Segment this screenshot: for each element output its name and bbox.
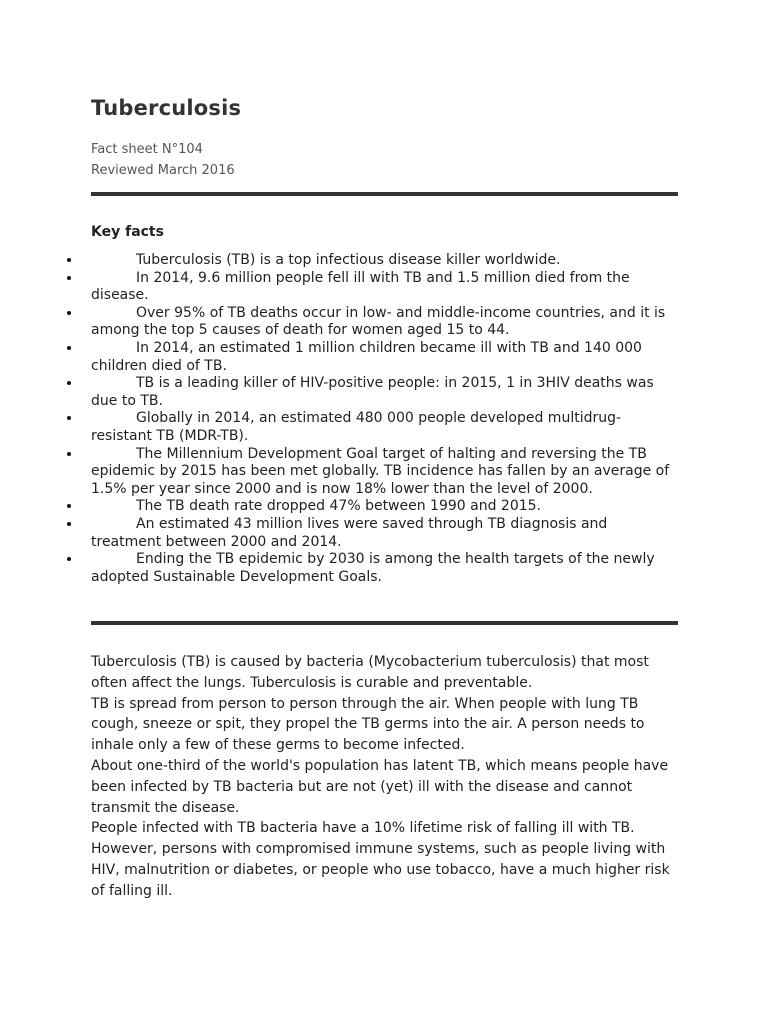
bullet-icon	[67, 522, 71, 526]
key-fact-item	[91, 410, 678, 445]
body-paragraph: People infected with TB bacteria have a 10% lifetime risk of falling ill with TB. However, persons with compromised immune systems, such as people living with HIV, malnutrition or diabetes, or people who use tobacco, have a much higher risk of falling ill.	[91, 820, 670, 899]
key-fact-text: In 2014, an estimated 1 million children became ill with TB and 140 000 children died of TB.	[91, 339, 642, 374]
divider-bottom	[91, 621, 678, 625]
page-title: Tuberculosis	[91, 96, 242, 120]
divider-top	[91, 192, 678, 196]
key-fact-text: The TB death rate dropped 47% between 1990 and 2015.	[136, 498, 542, 515]
reviewed-date: Reviewed March 2016	[91, 163, 235, 178]
key-fact-text: Globally in 2014, an estimated 480 000 people developed multidrug-resistant TB (MDR-TB).	[91, 410, 622, 444]
bullet-icon	[67, 276, 71, 280]
key-fact-item	[91, 498, 678, 516]
bullet-icon	[67, 557, 71, 561]
body-paragraph: TB is spread from person to person through the air. When people with lung TB cough, sneeze or spit, they propel the TB germs into the air. A person needs to inhale only a few of these germs to become infected.	[91, 695, 645, 754]
key-fact-item	[91, 340, 678, 375]
key-fact-item	[91, 446, 678, 499]
bullet-icon	[67, 311, 71, 315]
bullet-icon	[67, 416, 71, 420]
bullet-icon	[67, 258, 71, 262]
key-facts-list	[91, 252, 678, 586]
key-fact-text: In 2014, 9.6 million people fell ill with TB and 1.5 million died from the disease.	[91, 269, 630, 304]
key-fact-text: Over 95% of TB deaths occur in low- and middle-income countries, and it is among the top 5 causes of death for women aged 15 to 44.	[91, 304, 666, 339]
key-facts-heading: Key facts	[91, 224, 164, 240]
fact-sheet-number: Fact sheet N°104	[91, 142, 203, 157]
key-fact-item	[91, 270, 678, 305]
bullet-icon	[67, 381, 71, 385]
key-fact-item	[91, 516, 678, 551]
key-fact-text: TB is a leading killer of HIV-positive people: in 2015, 1 in 3HIV deaths was due to TB.	[91, 375, 654, 409]
key-fact-item	[91, 252, 678, 270]
body-paragraph: Tuberculosis (TB) is caused by bacteria (Mycobacterium tuberculosis) that most often affect the lungs. Tuberculosis is curable and preventable.	[91, 654, 649, 691]
key-fact-text: An estimated 43 million lives were saved through TB diagnosis and treatment between 2000 and 2014.	[91, 515, 608, 550]
key-fact-text: Ending the TB epidemic by 2030 is among the health targets of the newly adopted Sustainable Development Goals.	[91, 551, 655, 585]
bullet-icon	[67, 452, 71, 456]
key-fact-item	[91, 551, 678, 586]
key-fact-item	[91, 305, 678, 340]
key-fact-text: The Millennium Development Goal target of halting and reversing the TB epidemic by 2015 has been met globally. TB incidence has fallen by an average of 1.5% per year since 2000 and is now 18% lower than the level of 2000.	[91, 445, 670, 497]
bullet-icon	[67, 504, 71, 508]
body-paragraph: About one-third of the world's population has latent TB, which means people have been infected by TB bacteria but are not (yet) ill with the disease and cannot transmit the disease.	[91, 757, 669, 816]
key-fact-text: Tuberculosis (TB) is a top infectious disease killer worldwide.	[136, 252, 561, 268]
body-text	[91, 652, 678, 902]
key-fact-item	[91, 375, 678, 410]
bullet-icon	[67, 346, 71, 350]
